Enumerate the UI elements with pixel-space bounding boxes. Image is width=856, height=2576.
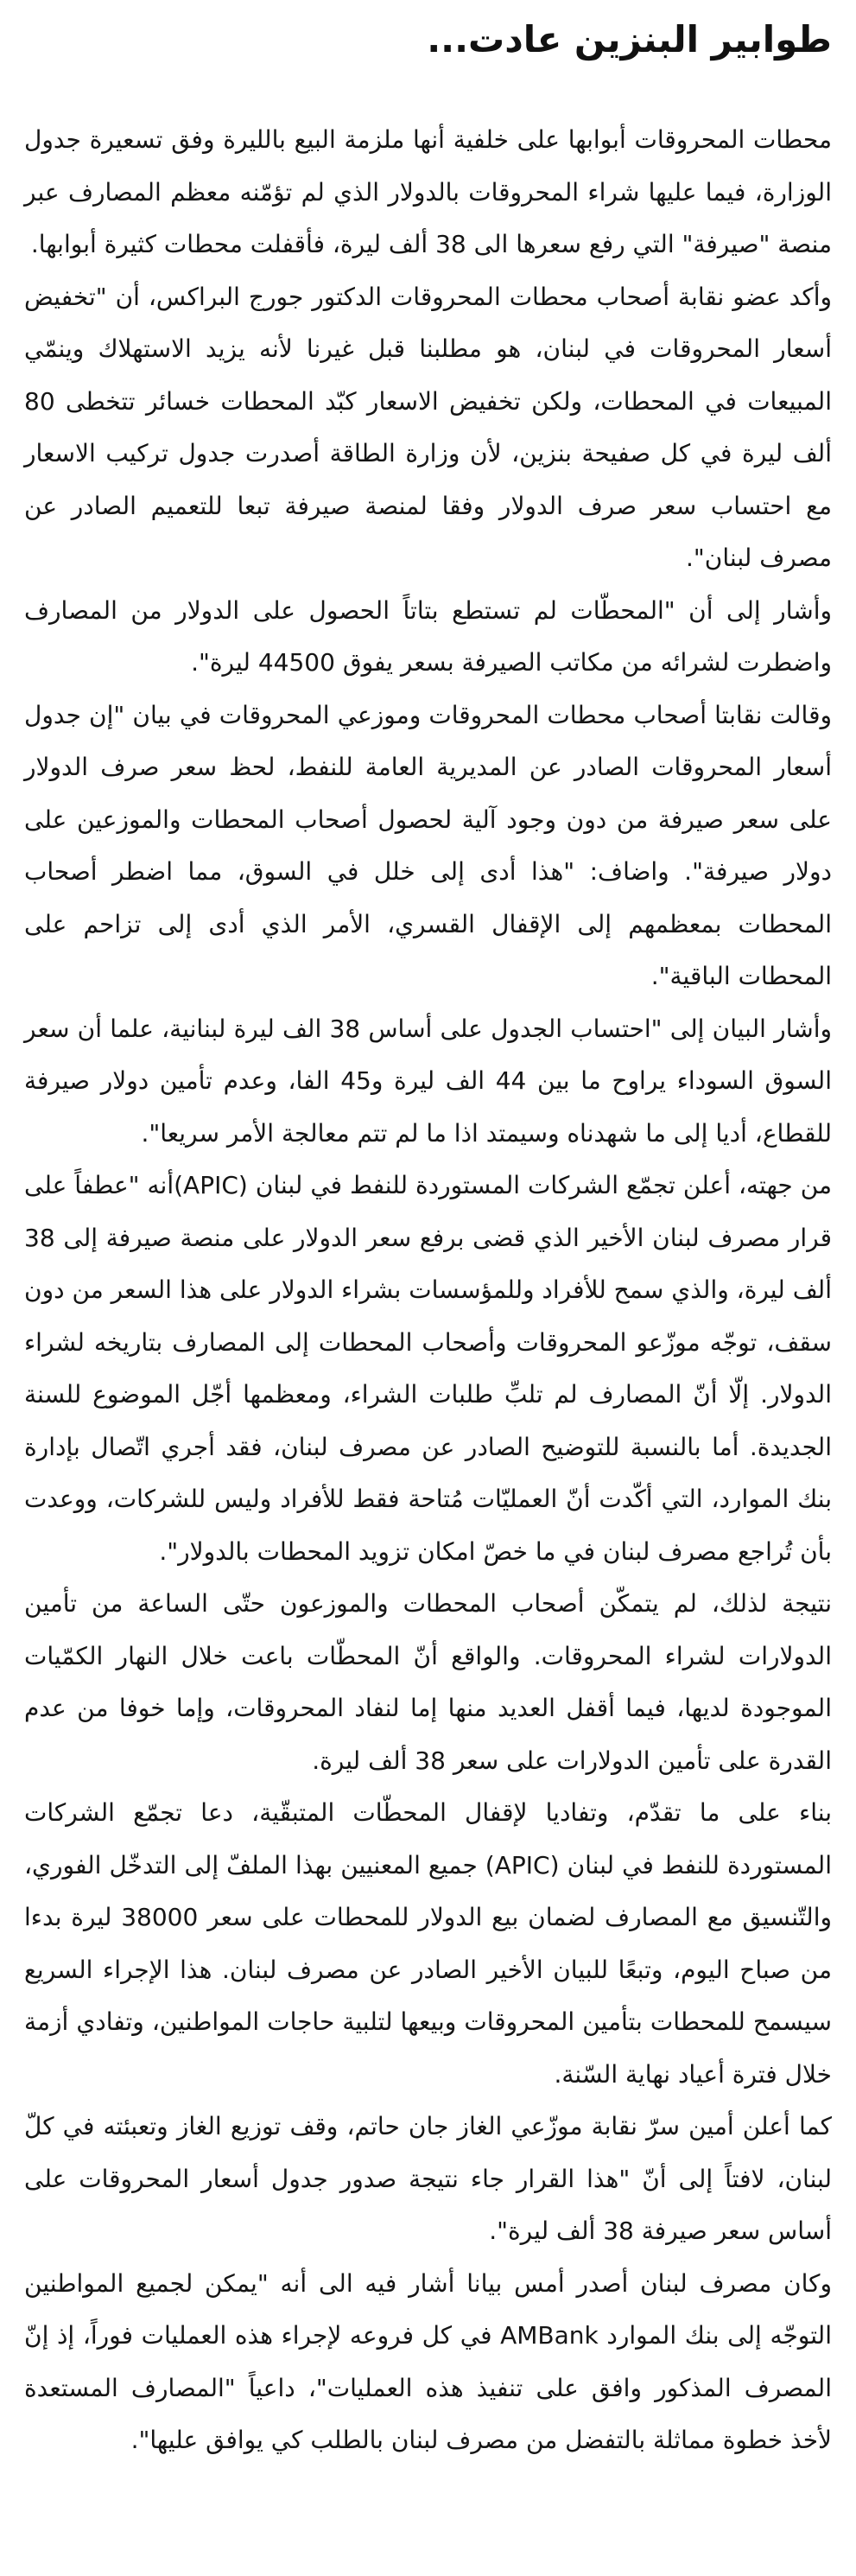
article-paragraph-4: وقالت نقابتا أصحاب محطات المحروقات وموزعي المحروقات في بيان "إن جدول أسعار المحروقات الصادر عن المديرية العامة للنفط، لحظ سعر صرف الدولار على سعر صيرفة من دون وجود آلية لحصول أصحاب المحطات والموزعين على دولار صيرفة". واضاف: "هذا أدى إلى خلل في السوق، مما اضطر أصحاب المحطات بمعظمهم إلى الإقفال القسري، الأمر الذي أدى إلى تزاحم على المحطات الباقية". — [24, 700, 832, 990]
article-paragraph-6: من جهته، أعلن تجمّع الشركات المستوردة للنفط في لبنان (APIC)أنه "عطفاً على قرار مصرف لبنان الأخير الذي قضى برفع سعر الدولار على منصة صيرفة إلى 38 ألف ليرة، والذي سمح للأفراد وللمؤسسات بشراء الدولار على هذا السعر من دون سقف، توجّه موزّعو المحروقات وأصحاب المحطات إلى المصارف بتاريخه لشراء الدولار. إلّا أنّ المصارف لم تلبِّ طلبات الشراء، ومعظمها أجّل الموضوع للسنة الجديدة. أما بالنسبة للتوضيح الصادر عن مصرف لبنان، فقد أجري اتّصال بإدارة بنك الموارد، التي أكّدت أنّ العمليّات مُتاحة فقط للأفراد وليس للشركات، ووعدت بأن تُراجع مصرف لبنان في ما خصّ امكان تزويد المحطات بالدولار". — [24, 1171, 833, 1566]
article-paragraph-1: محطات المحروقات أبوابها على خلفية أنها ملزمة البيع بالليرة وفق تسعيرة جدول الوزارة، فيما عليها شراء المحروقات بالدولار الذي لم تؤمّنه معظم المصارف عبر منصة "صيرفة" التي رفع سعرها الى 38 ألف ليرة، فأقفلت محطات كثيرة أبوابها. — [24, 125, 832, 258]
article-paragraph-8: بناء على ما تقدّم، وتفاديا لإقفال المحطّات المتبقّية، دعا تجمّع الشركات المستوردة للنفط في لبنان (APIC) جميع المعنيين بهذا الملفّ إلى التدخّل الفوري، والتّنسيق مع المصارف لضمان بيع الدولار للمحطات على سعر 38000 ليرة بدءا من صباح اليوم، وتبعًا للبيان الأخير الصادر عن مصرف لبنان. هذا الإجراء السريع سيسمح للمحطات بتأمين المحروقات وبيعها لتلبية حاجات المواطنين، وتفادي أزمة خلال فترة أعياد نهاية السّنة. — [24, 1798, 832, 2089]
article-paragraph-5: وأشار البيان إلى "احتساب الجدول على أساس 38 الف ليرة لبنانية، علما أن سعر السوق السوداء يراوح ما بين 44 الف ليرة و45 الفا، وعدم تأمين دولار صيرفة للقطاع، أديا إلى ما شهدناه وسيمتد اذا ما لم تتم معالجة الأمر سريعا". — [24, 1014, 832, 1148]
article-paragraph-2: وأكد عضو نقابة أصحاب محطات المحروقات الدكتور جورج البراكس، أن "تخفيض أسعار المحروقات في لبنان، هو مطلبنا قبل غيرنا لأنه يزيد الاستهلاك وينمّي المبيعات في المحطات، ولكن تخفيض الاسعار كبّد المحطات خسائر تتخطى 80 ألف ليرة في كل صفيحة بنزين، لأن وزارة الطاقة أصدرت جدول تركيب الاسعار مع احتساب سعر صرف الدولار وفقا لمنصة صيرفة تبعا للتعميم الصادر عن مصرف لبنان". — [24, 282, 832, 572]
article-paragraph-7: نتيجة لذلك، لم يتمكّن أصحاب المحطات والموزعون حتّى الساعة من تأمين الدولارات لشراء المحروقات. والواقع أنّ المحطّات باعت خلال النهار الكمّيات الموجودة لديها، فيما أقفل العديد منها إما لنفاد المحروقات، وإما خوفا من عدم القدرة على تأمين الدولارات على سعر 38 ألف ليرة. — [24, 1589, 832, 1775]
article-paragraph-10: وكان مصرف لبنان أصدر أمس بيانا أشار فيه الى أنه "يمكن لجميع المواطنين التوجّه إلى بنك الموارد AMBank في كل فروعه لإجراء هذه العمليات فوراً، إذ إنّ المصرف المذكور وافق على تنفيذ هذه العمليات"، داعياً "المصارف المستعدة لأخذ خطوة مماثلة بالتفضل من مصرف لبنان بالطلب كي يوافق عليها". — [24, 2268, 832, 2454]
article-title: طوابير البنزين عادت... — [427, 18, 832, 60]
article-paragraph-3: وأشار إلى أن "المحطّات لم تستطع بتاتاً الحصول على الدولار من المصارف واضطرت لشرائه من مكاتب الصيرفة بسعر يفوق 44500 ليرة". — [24, 595, 832, 677]
article-paragraph-9: كما أعلن أمين سرّ نقابة موزّعي الغاز جان حاتم، وقف توزيع الغاز وتعبئته في كلّ لبنان، لافتاً إلى أنّ "هذا القرار جاء نتيجة صدور جدول أسعار المحروقات على أساس سعر صيرفة 38 ألف ليرة". — [24, 2112, 832, 2245]
